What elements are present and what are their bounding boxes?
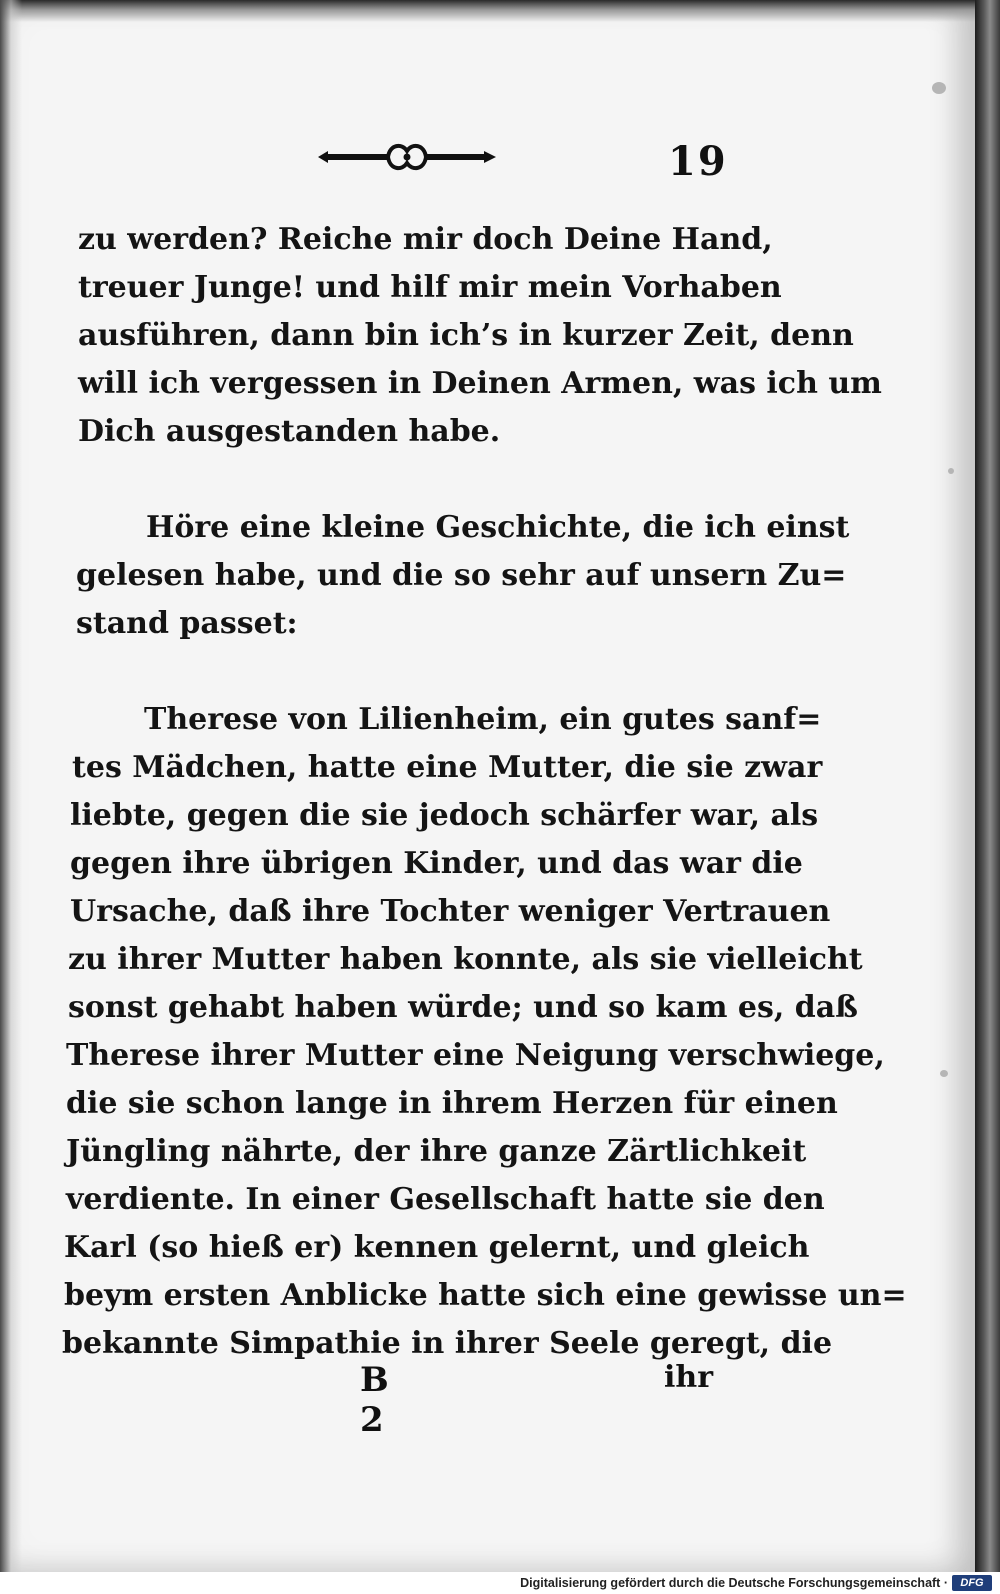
credit-text: Digitalisierung gefördert durch die Deutsche Forschungsgemeinschaft ·: [520, 1576, 948, 1590]
text-line: sonst gehabt haben würde; und so kam es, daß: [68, 990, 858, 1025]
text-line: die sie schon lange in ihrem Herzen für einen: [66, 1086, 838, 1121]
text-line: Jüngling nährte, der ihre ganze Zärtlichkeit: [66, 1134, 807, 1169]
text-line: stand passet:: [76, 606, 298, 641]
text-line: ausführen, dann bin ich’s in kurzer Zeit, denn: [78, 318, 854, 353]
text-line: gegen ihre übrigen Kinder, und das war die: [70, 846, 803, 881]
text-line: will ich vergessen in Deinen Armen, was ich um: [78, 366, 882, 401]
text-line: Höre eine kleine Geschichte, die ich einst: [146, 510, 850, 545]
text-line: bekannte Simpathie in ihrer Seele geregt, die: [62, 1326, 833, 1361]
dfg-logo-icon: DFG: [952, 1575, 992, 1591]
text-line: treuer Junge! und hilf mir mein Vorhaben: [78, 270, 782, 305]
text-line: Therese von Lilienheim, ein gutes sanf=: [144, 702, 822, 737]
text-line: Ursache, daß ihre Tochter weniger Vertrauen: [70, 894, 831, 929]
text-line: tes Mädchen, hatte eine Mutter, die sie zwar: [72, 750, 823, 785]
book-edge: [975, 0, 1000, 1572]
signature-mark: B 2: [360, 1360, 395, 1440]
credit-bar: [0, 1572, 1000, 1594]
text-line: zu ihrer Mutter haben konnte, als sie vielleicht: [68, 942, 863, 977]
text-line: zu werden? Reiche mir doch Deine Hand,: [78, 222, 773, 257]
text-line: Dich ausgestanden habe.: [78, 414, 501, 449]
text-line: verdiente. In einer Gesellschaft hatte sie den: [66, 1182, 825, 1217]
page-number: 19: [668, 138, 728, 185]
text-line: liebte, gegen die sie jedoch schärfer war, als: [70, 798, 819, 833]
text-line: gelesen habe, und die so sehr auf unsern Zu=: [76, 558, 847, 593]
text-line: beym ersten Anblicke hatte sich eine gewisse un=: [64, 1278, 907, 1313]
text-line: Karl (so hieß er) kennen gelernt, und gleich: [64, 1230, 810, 1265]
catchword: ihr: [664, 1360, 714, 1395]
text-line: Therese ihrer Mutter eine Neigung verschwiege,: [66, 1038, 885, 1073]
